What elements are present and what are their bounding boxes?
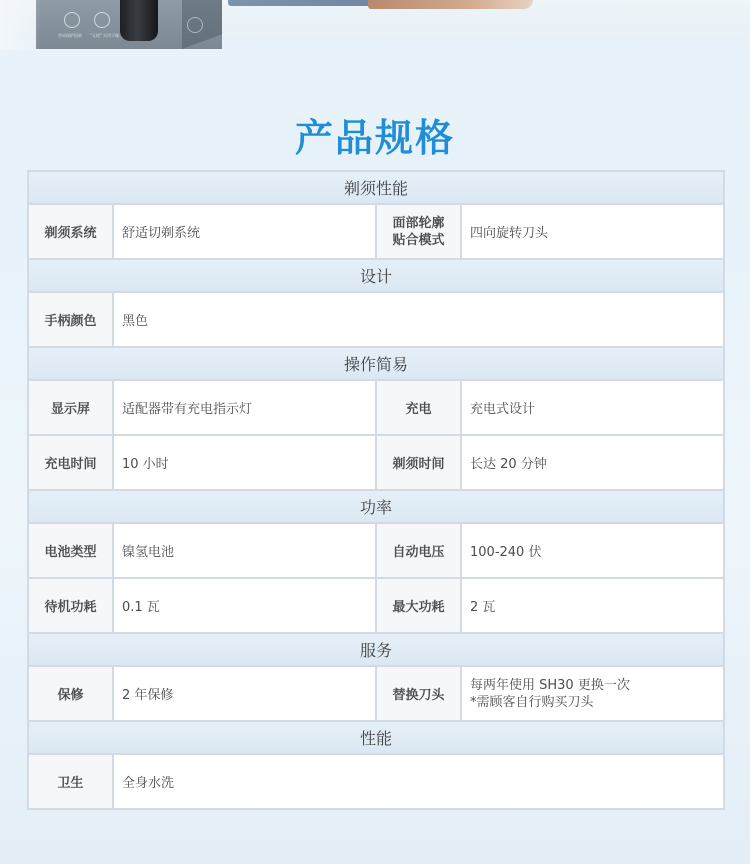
section-title: 操作简易 [28, 347, 724, 380]
spec-label: 电池类型 [28, 523, 113, 578]
spec-value: 0.1 瓦 [113, 578, 376, 633]
shaver-image [120, 0, 158, 41]
spec-label: 替换刀头 [376, 666, 461, 721]
spec-value: 全身水洗 [113, 754, 724, 809]
section-header-service [28, 633, 724, 666]
spec-label: 保修 [28, 666, 113, 721]
section-header-design [28, 259, 724, 292]
section-header-performance [28, 721, 724, 754]
spec-label: 剃须时间 [376, 435, 461, 490]
spec-row [28, 523, 724, 578]
spec-label: 充电时间 [28, 435, 113, 490]
spec-label: 待机功耗 [28, 578, 113, 633]
recycle-icon [64, 12, 80, 28]
banner-fade [0, 0, 40, 50]
section-header-operation [28, 347, 724, 380]
page-title: 产品规格 [294, 116, 455, 160]
spec-value: 镍氢电池 [113, 523, 376, 578]
spec-row [28, 666, 724, 721]
section-title: 设计 [28, 259, 724, 292]
spec-value-footnote: *需顾客自行购买刀头 [470, 694, 594, 710]
spec-value: 四向旋转刀头 [461, 204, 724, 259]
spec-value: 100-240 伏 [461, 523, 724, 578]
spec-value: 2 年保修 [113, 666, 376, 721]
box-number-icon [187, 17, 203, 33]
spec-value: 舒适切剃系统 [113, 204, 376, 259]
spec-row [28, 292, 724, 347]
section-title: 服务 [28, 633, 724, 666]
section-header-power [28, 490, 724, 523]
spec-label-line: 贴合模式 [392, 232, 445, 248]
section-title: 性能 [28, 721, 724, 754]
spec-label: 显示屏 [28, 380, 113, 435]
spec-label: 剃须系统 [28, 204, 113, 259]
spec-label: 充电 [376, 380, 461, 435]
section-title: 功率 [28, 490, 724, 523]
spec-row [28, 578, 724, 633]
section-header-shaving [28, 171, 724, 204]
spec-value-line: 每两年使用 SH30 更换一次 [470, 677, 630, 693]
wireless-icon [94, 12, 110, 28]
box-caption-right: "无线" 实用干燥 [90, 33, 119, 38]
spec-value: 10 小时 [113, 435, 376, 490]
spec-row [28, 435, 724, 490]
spec-value: 长达 20 分钟 [461, 435, 724, 490]
spec-value: 适配器带有充电指示灯 [113, 380, 376, 435]
spec-value: 充电式设计 [461, 380, 724, 435]
product-banner [0, 0, 750, 110]
spec-value: 2 瓦 [461, 578, 724, 633]
spec-label: 最大功耗 [376, 578, 461, 633]
spec-row [28, 754, 724, 809]
box-caption-left: 劳动保护回收 [58, 33, 82, 38]
spec-row [28, 204, 724, 259]
spec-table [27, 170, 725, 810]
spec-label: 手柄颜色 [28, 292, 113, 347]
section-title: 剃须性能 [28, 171, 724, 204]
model-arm-image [368, 0, 533, 9]
spec-label-line: 面部轮廓 [392, 215, 445, 231]
spec-label: 卫生 [28, 754, 113, 809]
spec-value [461, 666, 724, 721]
spec-value: 黑色 [113, 292, 724, 347]
spec-label [376, 204, 461, 259]
spec-label: 自动电压 [376, 523, 461, 578]
spec-row [28, 380, 724, 435]
